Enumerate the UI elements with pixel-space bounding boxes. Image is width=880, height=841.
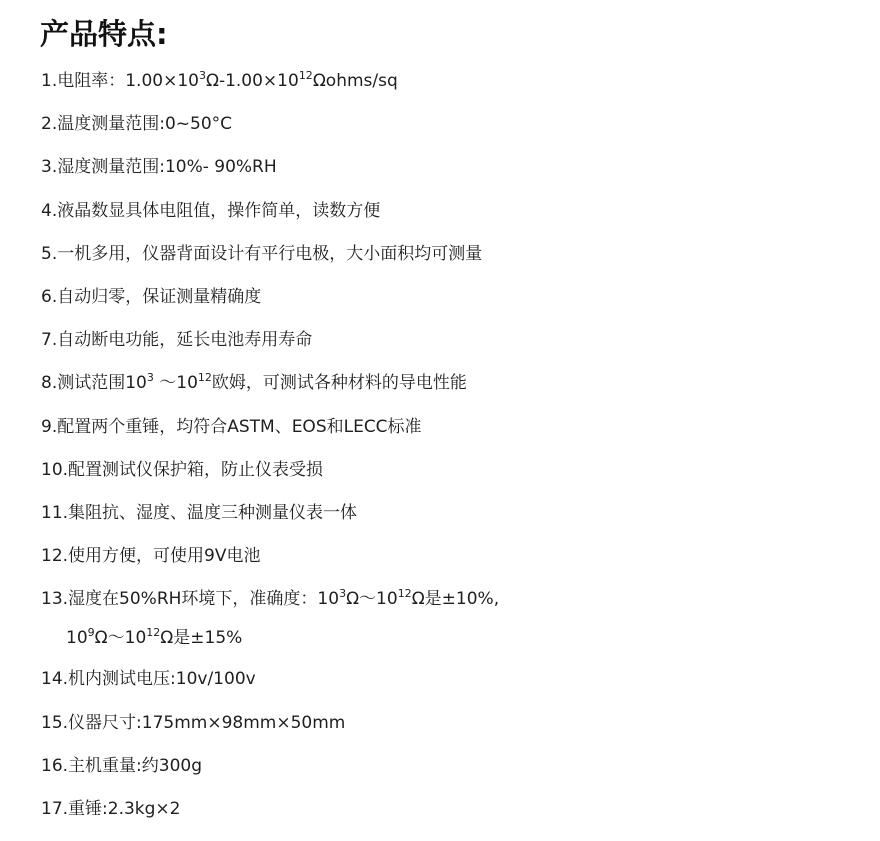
feature-text: 10.配置测试仪保护箱，防止仪表受损 [41, 459, 324, 480]
feature-item-auto-zero [41, 286, 861, 308]
feature-text: ～10 [153, 373, 198, 394]
superscript-exponent: 3 [146, 371, 154, 385]
feature-text: 4.液晶数显具体电阻值，操作简单，读数方便 [41, 200, 381, 221]
feature-text: 5.一机多用，仪器背面设计有平行电极，大小面积均可测量 [41, 243, 483, 264]
superscript-exponent: 9 [87, 626, 95, 640]
feature-text: 16.主机重量:约300g [41, 755, 203, 776]
feature-text: 10 [66, 628, 88, 649]
page-title: 产品特点: [40, 17, 168, 51]
feature-item-battery [41, 545, 861, 567]
feature-text: Ω～10 [94, 628, 147, 649]
feature-text: 17.重锤:2.3kg×2 [41, 799, 181, 819]
feature-text: Ω-1.00×10 [205, 71, 299, 91]
feature-text: Ωohms/sq [312, 71, 398, 91]
feature-item-auto-off [41, 329, 861, 351]
feature-list [41, 70, 861, 841]
feature-item-temp-range [41, 113, 861, 135]
feature-item-accuracy [41, 588, 861, 649]
superscript-exponent: 12 [197, 371, 212, 385]
feature-item-test-range [41, 372, 861, 394]
feature-text: Ω是±10%, [411, 589, 500, 610]
superscript-exponent: 12 [397, 587, 412, 601]
feature-item-dimensions [41, 712, 861, 734]
feature-item-integrated [41, 502, 861, 524]
feature-text: 6.自动归零，保证测量精确度 [41, 286, 262, 307]
feature-text: 8.测试范围10 [41, 373, 147, 394]
feature-text: 欧姆，可测试各种材料的导电性能 [211, 373, 467, 394]
feature-text: 13.湿度在50%RH环境下，准确度：10 [41, 589, 340, 610]
feature-continuation-line [41, 627, 861, 649]
feature-item-humidity-range [41, 156, 861, 178]
superscript-exponent: 3 [198, 69, 206, 82]
feature-text: 3.湿度测量范围:10%- 90%RH [41, 157, 277, 178]
feature-item-protective-case [41, 459, 861, 481]
feature-text: 1.电阻率：1.00×10 [41, 71, 199, 91]
superscript-exponent: 12 [298, 69, 313, 82]
feature-item-multi-use [41, 243, 861, 265]
feature-text: 12.使用方便，可使用9V电池 [41, 546, 261, 567]
feature-item-resistivity [41, 70, 861, 92]
feature-item-lcd-display [41, 200, 861, 222]
feature-text: 14.机内测试电压:10v/100v [41, 669, 256, 690]
feature-text: Ω是±15% [160, 628, 243, 649]
feature-text: 7.自动断电功能，延长电池寿用寿命 [41, 330, 313, 351]
feature-text: 9.配置两个重锤，均符合ASTM、EOS和LECC标准 [41, 416, 422, 437]
feature-text: 11.集阻抗、湿度、温度三种测量仪表一体 [41, 502, 358, 523]
feature-item-weight-mass [41, 798, 861, 820]
feature-item-test-voltage [41, 668, 861, 690]
superscript-exponent: 3 [339, 587, 347, 601]
superscript-exponent: 12 [146, 626, 161, 640]
feature-text: Ω～10 [346, 589, 398, 610]
feature-item-host-weight [41, 755, 861, 777]
feature-text: 15.仪器尺寸:175mm×98mm×50mm [41, 712, 346, 733]
feature-text: 2.温度测量范围:0~50°C [41, 114, 233, 135]
feature-item-weights-standard [41, 416, 861, 438]
